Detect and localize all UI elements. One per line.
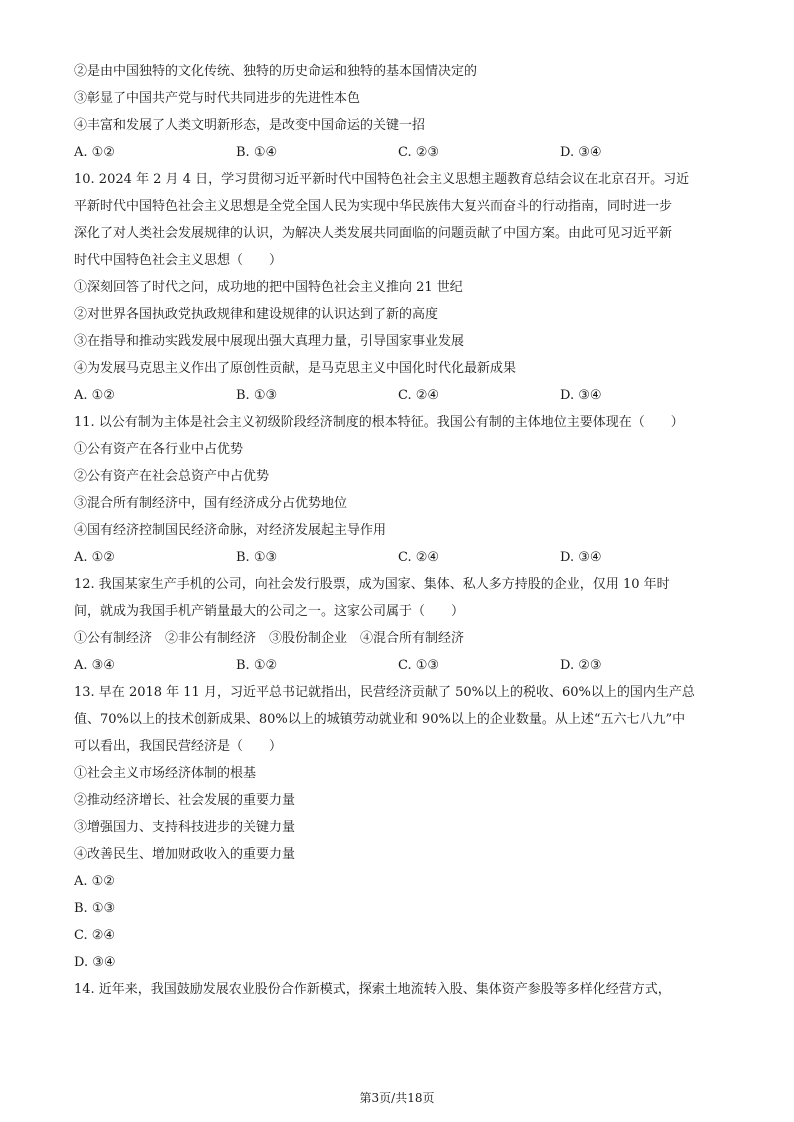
q13-option-1: ①社会主义市场经济体制的根基 [74, 766, 257, 781]
q13-stem-line: 13. 早在 2018 年 11 月，习近平总书记就指出，民营经济贡献了 50%以上的税收、60%以上的国内生产总 [74, 685, 695, 700]
q12-choices [74, 652, 722, 679]
q9-choice-c: C. ②③ [398, 145, 440, 160]
q13-stem-line: 值、70%以上的技术创新成果、80%以上的城镇劳动就业和 90%以上的企业数量。从上述“五六七八九”中 [74, 712, 686, 727]
q13-option-4: ④改善民生、增加财政收入的重要力量 [74, 847, 296, 862]
question-10 [74, 166, 722, 409]
q11-choices [74, 544, 722, 571]
question-9 [74, 58, 722, 166]
q12-stem-line: 12. 我国某家生产手机的公司，向社会发行股票，成为国家、集体、私人多方持股的企业，仅用 10 年时 [74, 577, 670, 592]
q9-option-3: ③彰显了中国共产党与时代共同进步的先进性本色 [74, 91, 361, 106]
question-12 [74, 571, 722, 679]
q13-choice-a: A. ①② [74, 874, 115, 889]
q10-stem-line: 深化了对人类社会发展规律的认识，为解决人类发展共同面临的问题贡献了中国方案。由此可见习近平新 [74, 226, 673, 241]
q10-stem-line: 时代中国特色社会主义思想（ ） [74, 253, 283, 268]
q13-choice-c: C. ②④ [74, 928, 116, 943]
q10-choice-d: D. ③④ [560, 388, 602, 403]
question-14 [74, 976, 722, 1003]
q13-choice-b: B. ①③ [74, 901, 116, 916]
q11-stem-line: 11. 以公有制为主体是社会主义初级阶段经济制度的根本特征。我国公有制的主体地位主要体现在（ ） [74, 415, 684, 430]
q14-stem-line: 14. 近年来，我国鼓励发展农业股份合作新模式，探索土地流转入股、集体资产参股等多样化经营方式， [74, 982, 671, 997]
q10-option-3: ③在指导和推动实践发展中展现出强大真理力量，引导国家事业发展 [74, 334, 465, 349]
q11-choice-d: D. ③④ [560, 550, 602, 565]
q13-stem-line: 可以看出，我国民营经济是（ ） [74, 739, 283, 754]
q12-choice-c: C. ①③ [398, 658, 440, 673]
q12-stem-line: 间，就成为我国手机产销量最大的公司之一。这家公司属于（ ） [74, 604, 465, 619]
q13-choice-d: D. ③④ [74, 955, 116, 970]
q11-choice-b: B. ①③ [236, 550, 278, 565]
q11-option-2: ②公有资产在社会总资产中占优势 [74, 469, 270, 484]
q9-choice-b: B. ①④ [236, 145, 278, 160]
q11-option-4: ④国有经济控制国民经济命脉，对经济发展起主导作用 [74, 523, 387, 538]
q9-choices [74, 139, 722, 166]
q9-choice-d: D. ③④ [560, 145, 602, 160]
q10-option-2: ②对世界各国执政党执政规律和建设规律的认识达到了新的高度 [74, 307, 439, 322]
q10-choice-c: C. ②④ [398, 388, 440, 403]
q12-choice-b: B. ①② [236, 658, 278, 673]
q13-option-2: ②推动经济增长、社会发展的重要力量 [74, 793, 296, 808]
q11-choice-a: A. ①② [74, 550, 115, 565]
q11-option-3: ③混合所有制经济中，国有经济成分占优势地位 [74, 496, 348, 511]
q9-choice-a: A. ①② [74, 145, 115, 160]
q11-option-1: ①公有资产在各行业中占优势 [74, 442, 244, 457]
q9-option-4: ④丰富和发展了人类文明新形态，是改变中国命运的关键一招 [74, 118, 426, 133]
question-11 [74, 409, 722, 571]
q12-choice-a: A. ③④ [74, 658, 115, 673]
q10-choice-a: A. ①② [74, 388, 115, 403]
q13-option-3: ③增强国力、支持科技进步的关键力量 [74, 820, 296, 835]
page-number: 第3页/共18页 [359, 1091, 435, 1105]
page-content [74, 58, 722, 1003]
q9-option-2: ②是由中国独特的文化传统、独特的历史命运和独特的基本国情决定的 [74, 64, 478, 79]
q10-choice-b: B. ①③ [236, 388, 278, 403]
question-13 [74, 679, 722, 976]
q10-stem-line: 平新时代中国特色社会主义思想是全党全国人民为实现中华民族伟大复兴而奋斗的行动指南，同时进一步 [74, 199, 673, 214]
q10-stem-line: 10. 2024 年 2 月 4 日，学习贯彻习近平新时代中国特色社会主义思想主题教育总结会议在北京召开。习近 [74, 172, 690, 187]
q10-option-4: ④为发展马克思主义作出了原创性贡献，是马克思主义中国化时代化最新成果 [74, 361, 517, 376]
q11-choice-c: C. ②④ [398, 550, 440, 565]
q10-option-1: ①深刻回答了时代之问，成功地的把中国特色社会主义推向 21 世纪 [74, 280, 463, 295]
q12-options: ①公有制经济 ②非公有制经济 ③股份制企业 ④混合所有制经济 [74, 631, 465, 646]
q10-choices [74, 382, 722, 409]
q12-choice-d: D. ②③ [560, 658, 602, 673]
